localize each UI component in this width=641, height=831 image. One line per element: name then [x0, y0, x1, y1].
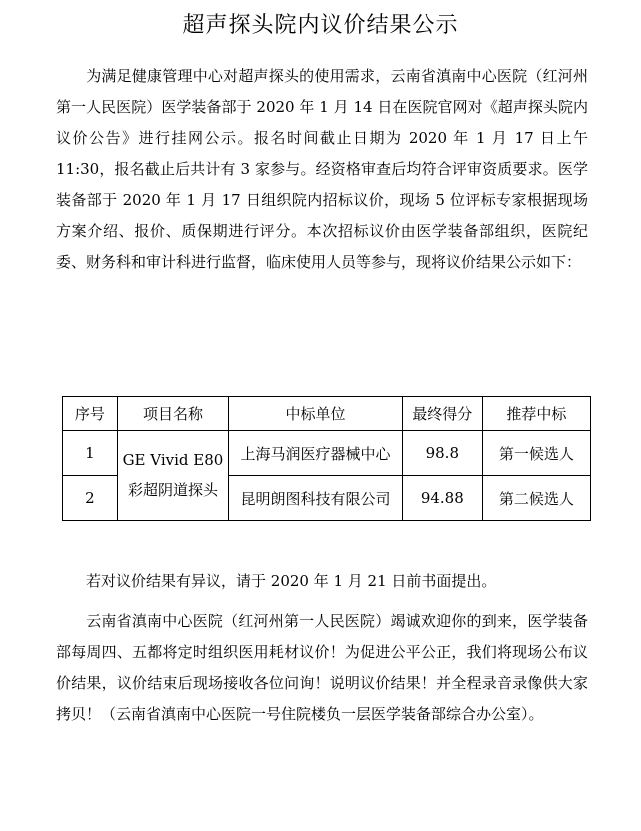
closing-text: 云南省滇南中心医院（红河州第一人民医院）竭诚欢迎你的到来，医学装备部每周四、五都将定时组织医用耗材议价！为促进公平公正，我们将现场公布议价结果，议价结束后现场接收各位问询！说明议价结果！并全程录音录像供大家拷贝！（云南省滇南中心医院一号住院楼负一层医学装备部综合办公室）。	[56, 612, 588, 723]
header-final-score: 最终得分	[402, 397, 482, 431]
intro-paragraph	[56, 61, 588, 278]
objection-text: 若对议价结果有异议，请于 2020 年 1 月 21 日前书面提出。	[86, 572, 497, 590]
intro-text: 为满足健康管理中心对超声探头的使用需求，云南省滇南中心医院（红河州第一人民医院）医学装备部于 2020 年 1 月 14 日在医院官网对《超声探头院内议价公告》进行挂网公示。报名时间截止日期为 2020 年 1 月 17 日上午 11:30，报名截止后共计有 3 家参与。经资格审查后均符合评审资质要求。医学装备部于 2020 年 1 月 17 日组织院内招标议价，现场 5 位评标专家根据现场方案介绍、报价、质保期进行评分。本次招标议价由医学装备部组织，医院纪委、财务科和审计科进行监督，临床使用人员等参与，现将议价结果公示如下：	[56, 67, 588, 271]
closing-paragraph	[56, 606, 588, 730]
row-score: 94.88	[402, 476, 482, 521]
page-title: 超声探头院内议价结果公示	[182, 13, 459, 38]
project-name-line2: 彩超阴道探头	[127, 481, 218, 499]
row-company: 昆明朗图科技有限公司	[229, 476, 403, 521]
project-name-line1: GE Vivid E80	[122, 451, 224, 469]
header-recommendation: 推荐中标	[482, 397, 590, 431]
header-number: 序号	[63, 397, 118, 431]
row-recommendation: 第一候选人	[482, 431, 590, 476]
table-header-row	[63, 397, 591, 431]
row-number: 2	[63, 476, 118, 521]
table-row	[63, 431, 591, 476]
row-score: 98.8	[402, 431, 482, 476]
row-company: 上海马润医疗器械中心	[229, 431, 403, 476]
row-number: 1	[63, 431, 118, 476]
result-table	[62, 396, 591, 521]
objection-paragraph	[56, 566, 588, 597]
header-winning-company: 中标单位	[229, 397, 403, 431]
header-project-name: 项目名称	[117, 397, 228, 431]
project-name-cell	[117, 431, 228, 521]
row-recommendation: 第二候选人	[482, 476, 590, 521]
